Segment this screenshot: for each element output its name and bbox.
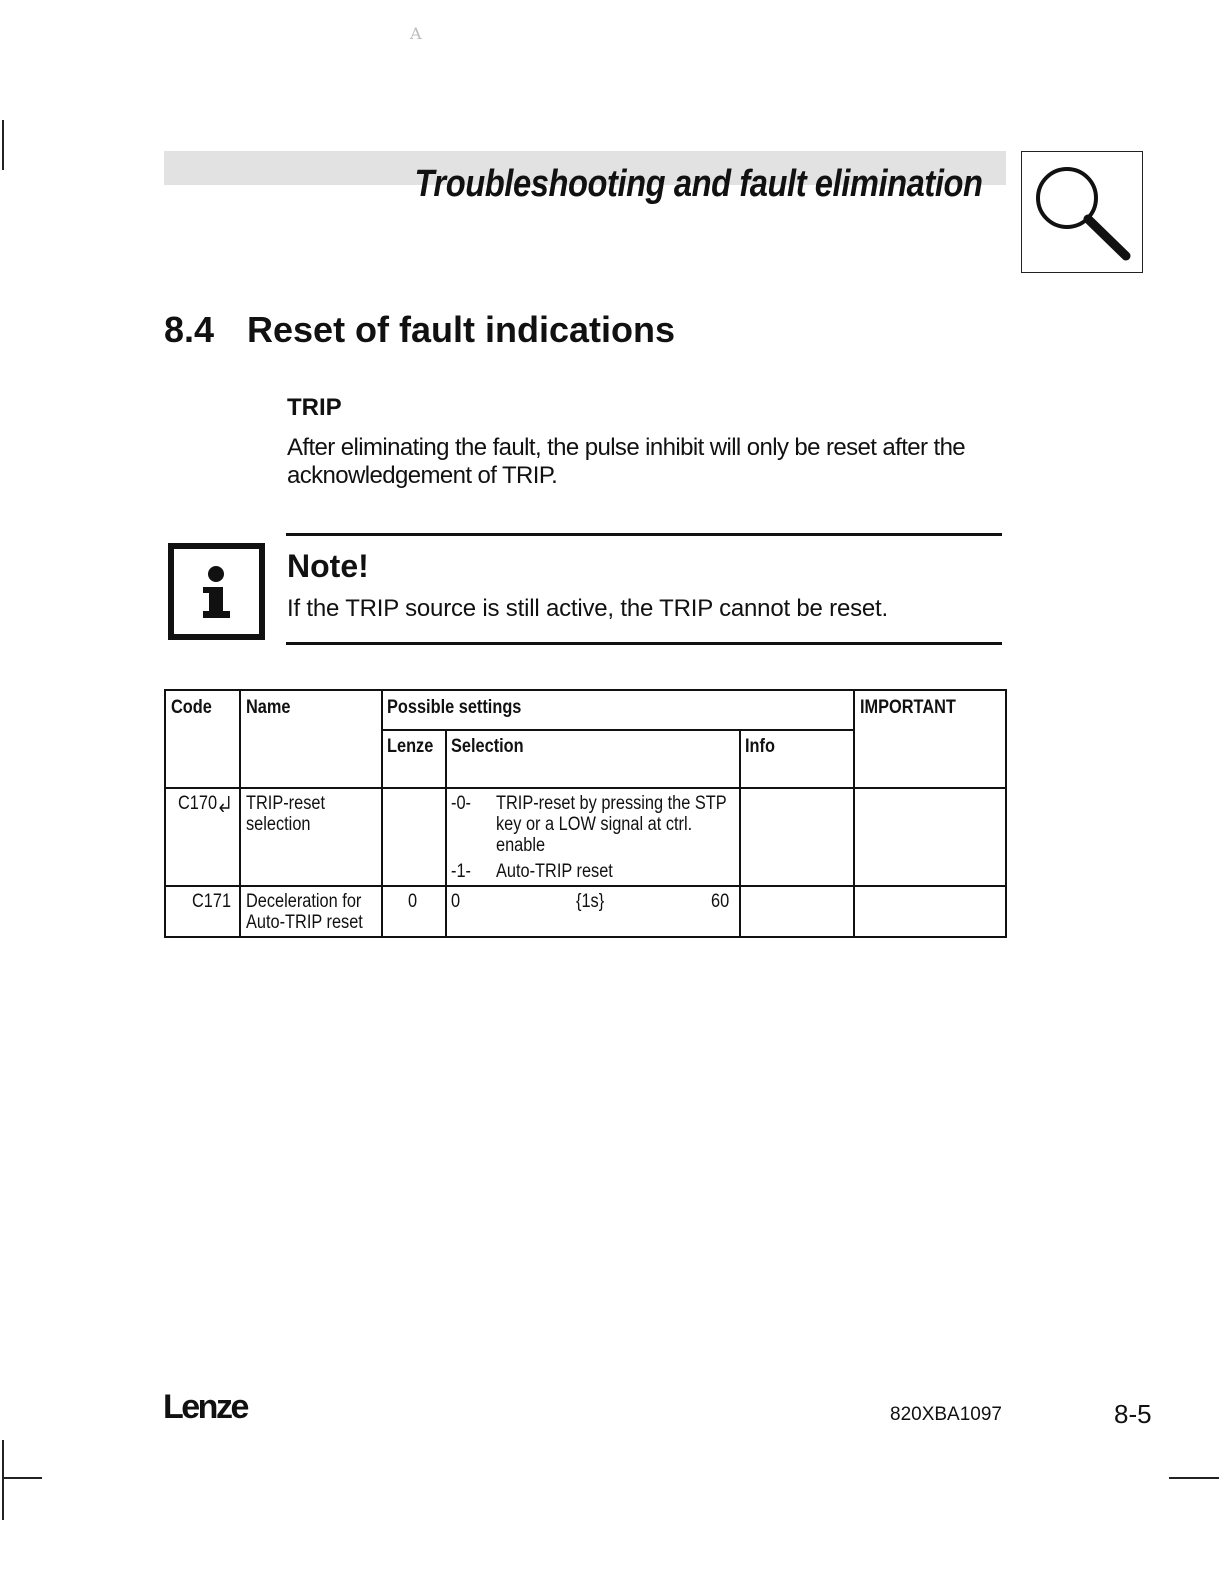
header-info: Info	[745, 736, 775, 757]
table-grid-line	[381, 729, 853, 731]
row-c170-name-line2: selection	[246, 814, 311, 835]
table-grid-line	[739, 729, 741, 938]
trip-heading: TRIP	[287, 394, 342, 421]
option-text-line: TRIP-reset by pressing the STP	[496, 793, 727, 814]
table-grid-line	[164, 885, 1007, 887]
header-name: Name	[246, 697, 291, 718]
table-grid-line	[239, 689, 241, 938]
top-marker-letter: A	[410, 24, 422, 43]
range-step: {1s}	[576, 891, 605, 912]
option-text-line: key or a LOW signal at ctrl.	[496, 814, 693, 835]
table-border	[1005, 689, 1007, 938]
row-c171-name-line2: Auto-TRIP reset	[246, 912, 363, 933]
crop-mark	[2, 1477, 42, 1479]
enter-key-icon	[219, 794, 232, 812]
note-icon-box	[168, 543, 265, 640]
header-lenze: Lenze	[387, 736, 434, 757]
magnifier-icon	[1022, 152, 1142, 272]
page-number: 8-5	[1114, 1399, 1152, 1429]
option-text-line: Auto-TRIP reset	[496, 861, 613, 882]
crop-mark	[2, 120, 4, 170]
note-title: Note!	[287, 548, 369, 584]
header-selection: Selection	[451, 736, 524, 757]
section-number: 8.4	[164, 309, 215, 350]
header-important: IMPORTANT	[860, 697, 956, 718]
header-code: Code	[171, 697, 212, 718]
row-c170-code	[178, 793, 232, 814]
table-border	[164, 936, 1007, 938]
header-icon-box	[1021, 151, 1143, 273]
note-bottom-rule	[286, 642, 1002, 645]
range-min: 0	[451, 891, 461, 912]
row-c171-code: C171	[192, 891, 232, 912]
table-grid-line	[445, 729, 447, 938]
option-key: -1-	[451, 861, 471, 882]
table-border	[164, 689, 166, 938]
crop-mark	[1169, 1477, 1219, 1479]
option-text-line: enable	[496, 835, 546, 856]
row-c171-lenze: 0	[408, 891, 418, 912]
crop-mark	[2, 1440, 4, 1520]
code-table	[164, 689, 1007, 938]
table-grid-line	[164, 787, 1007, 789]
table-border	[164, 689, 1007, 691]
document-code: 820XBA1097	[890, 1404, 1002, 1425]
row-c170-name-line1: TRIP-reset	[246, 793, 325, 814]
row-c171-name-line1: Deceleration for	[246, 891, 362, 912]
section-title-text: Reset of fault indications	[247, 309, 676, 350]
header-possible-settings: Possible settings	[387, 697, 522, 718]
code-value: C170	[178, 793, 218, 814]
info-icon	[168, 543, 265, 640]
option-key: -0-	[451, 793, 471, 814]
lenze-logo: Lenze	[163, 1388, 247, 1426]
note-body: If the TRIP source is still active, the TRIP cannot be reset.	[287, 595, 888, 622]
table-grid-line	[381, 689, 383, 938]
page-header-title: Troubleshooting and fault elimination	[414, 163, 983, 205]
note-top-rule	[286, 533, 1002, 536]
trip-paragraph: After eliminating the fault, the pulse inhibit will only be reset after the acknowledgement of TRIP.	[287, 434, 966, 489]
table-grid-line	[853, 689, 855, 938]
range-max: 60	[711, 891, 730, 912]
section-title	[164, 309, 675, 351]
